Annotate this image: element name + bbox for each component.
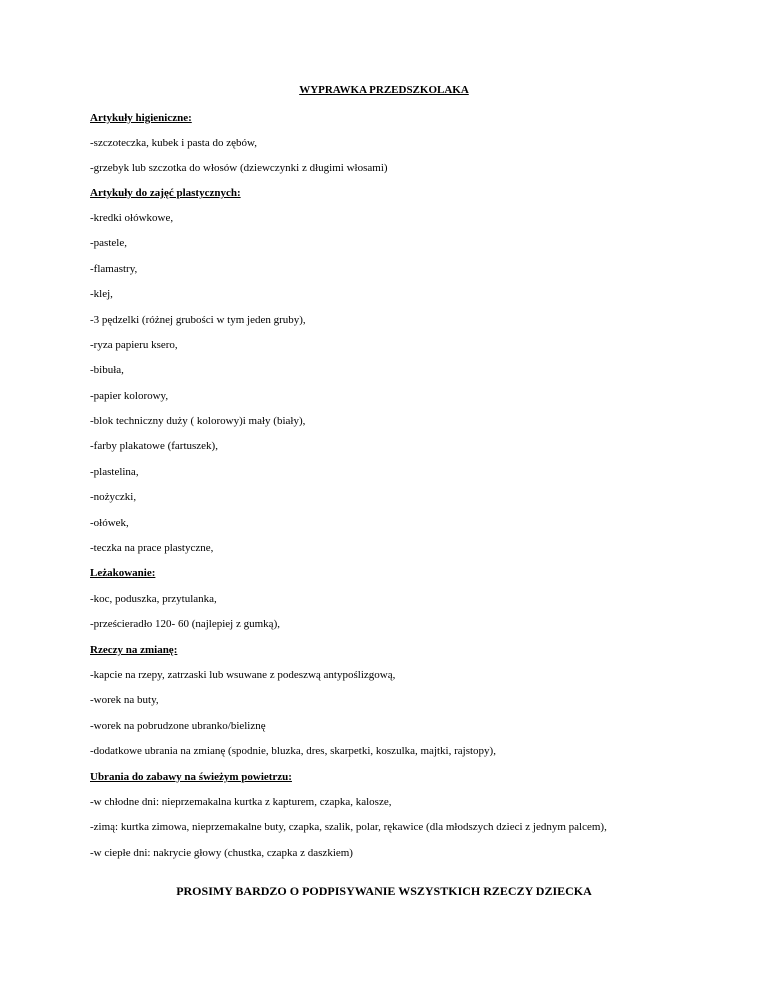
list-item: -blok techniczny duży ( kolorowy)i mały (biały), (90, 415, 306, 427)
list-item: -ołówek, (90, 517, 129, 529)
list-item: -kredki ołówkowe, (90, 212, 174, 224)
document-title: WYPRAWKA PRZEDSZKOLAKA (299, 84, 469, 96)
list-item: -szczoteczka, kubek i pasta do zębów, (90, 137, 257, 149)
section-heading-change-clothes: Rzeczy na zmianę: (90, 644, 178, 656)
list-item: -ryza papieru ksero, (90, 339, 178, 351)
list-item: -prześcieradło 120- 60 (najlepiej z gumką), (90, 618, 280, 630)
list-item: -w ciepłe dni: nakrycie głowy (chustka, czapka z daszkiem) (90, 847, 353, 859)
list-item: -klej, (90, 288, 113, 300)
section-heading-nap-time: Leżakowanie: (90, 567, 156, 579)
list-item: -grzebyk lub szczotka do włosów (dziewczynki z długimi włosami) (90, 162, 388, 174)
list-item: -w chłodne dni: nieprzemakalna kurtka z kapturem, czapka, kalosze, (90, 796, 392, 808)
list-item: -bibuła, (90, 364, 124, 376)
list-item: -farby plakatowe (fartuszek), (90, 440, 218, 452)
list-item: -worek na buty, (90, 694, 159, 706)
footer-note: PROSIMY BARDZO O PODPISYWANIE WSZYSTKICH RZECZY DZIECKA (176, 884, 592, 898)
list-item: -pastele, (90, 237, 127, 249)
list-item: -plastelina, (90, 466, 139, 478)
list-item: -nożyczki, (90, 491, 137, 503)
list-item: -flamastry, (90, 263, 138, 275)
section-heading-art-supplies: Artykuły do zajęć plastycznych: (90, 187, 241, 199)
list-item: -dodatkowe ubrania na zmianę (spodnie, bluzka, dres, skarpetki, koszulka, majtki, rajstopy), (90, 745, 496, 757)
list-item: -koc, poduszka, przytulanka, (90, 593, 217, 605)
list-item: -zimą: kurtka zimowa, nieprzemakalne buty, czapka, szalik, polar, rękawice (dla młodszych dzieci z jednym palcem), (90, 821, 607, 833)
list-item: -kapcie na rzepy, zatrzaski lub wsuwane z podeszwą antypoślizgową, (90, 669, 396, 681)
list-item: -3 pędzelki (różnej grubości w tym jeden gruby), (90, 314, 306, 326)
list-item: -papier kolorowy, (90, 390, 169, 402)
list-item: -worek na pobrudzone ubranko/bieliznę (90, 720, 266, 732)
section-heading-outdoor-clothes: Ubrania do zabawy na świeżym powietrzu: (90, 771, 292, 783)
list-item: -teczka na prace plastyczne, (90, 542, 214, 554)
section-heading-hygiene: Artykuły higieniczne: (90, 112, 192, 124)
